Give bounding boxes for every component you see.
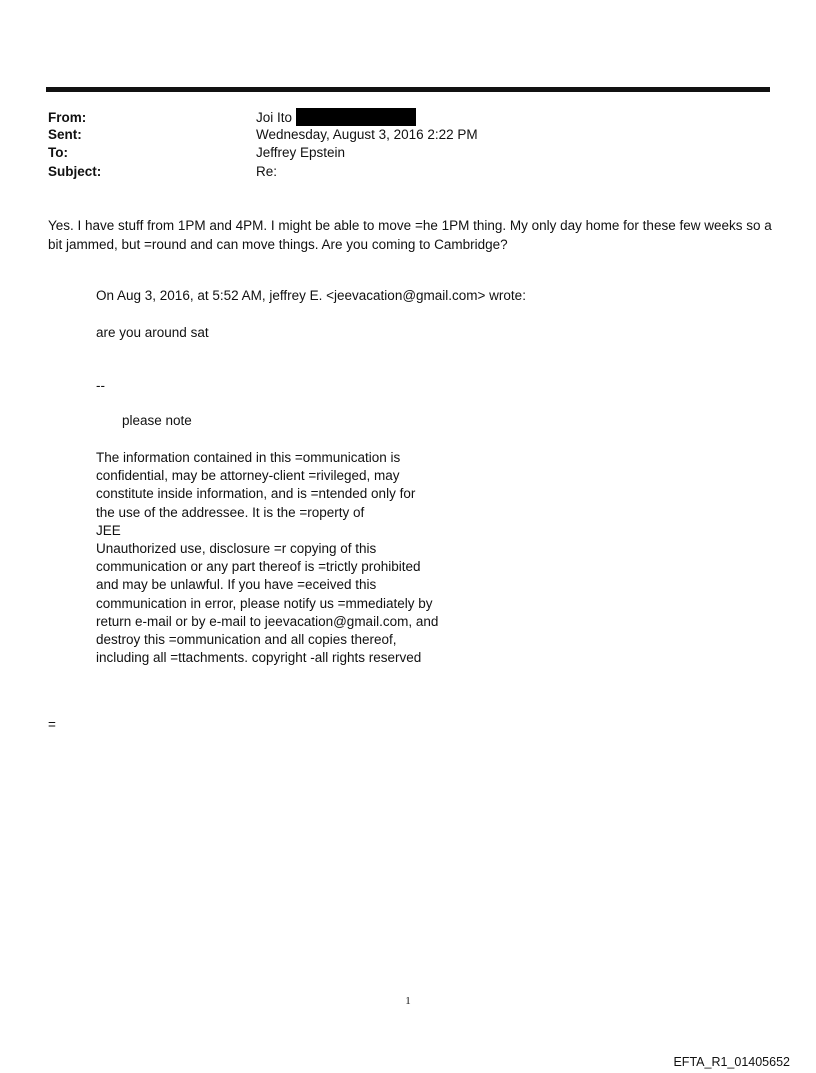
quote-intro: On Aug 3, 2016, at 5:52 AM, jeffrey E. <jeevacation@gmail.com> wrote: (96, 288, 526, 303)
subject-label: Subject: (48, 163, 102, 179)
disclaimer-line: confidential, may be attorney-client =rivileged, may (96, 468, 400, 484)
please-note: please note (122, 413, 192, 428)
disclaimer-line: and may be unlawful. If you have =eceived this (96, 577, 377, 593)
subject-value: Re: (256, 163, 278, 179)
reply-body (48, 216, 778, 254)
trailing-equals: = (48, 717, 56, 732)
signature-separator: -- (96, 378, 105, 393)
disclaimer-line: JEE (96, 522, 121, 538)
to-label: To: (48, 145, 68, 160)
page-number: 1 (405, 995, 411, 1007)
disclaimer (96, 449, 438, 667)
reply-line: bit jammed, but =round and can move things. Are you coming to Cambridge? (48, 237, 508, 252)
disclaimer-line: including all =ttachments. copyright -all rights reserved (96, 650, 422, 666)
quote-text: are you around sat (96, 325, 209, 340)
sent-label: Sent: (48, 126, 82, 142)
document-id: EFTA_R1_01405652 (673, 1055, 790, 1069)
disclaimer-line: communication or any part thereof is =trictly prohibited (96, 559, 421, 575)
to-row (48, 145, 748, 164)
to-value: Jeffrey Epstein (256, 145, 346, 160)
sent-value: Wednesday, August 3, 2016 2:22 PM (256, 126, 478, 142)
disclaimer-line: communication in error, please notify us =mmediately by (96, 595, 433, 611)
redaction-box (296, 108, 416, 126)
from-name: Joi Ito (256, 110, 293, 125)
from-label: From: (48, 110, 87, 125)
sent-row (48, 127, 748, 146)
disclaimer-line: constitute inside information, and is =ntended only for (96, 486, 416, 502)
reply-line: Yes. I have stuff from 1PM and 4PM. I might be able to move =he 1PM thing. My only day home for these few weeks so a (48, 218, 772, 233)
from-value (256, 108, 748, 126)
disclaimer-line: destroy this =ommunication and all copies thereof, (96, 632, 397, 648)
disclaimer-line: return e-mail or by e-mail to jeevacation@gmail.com, and (96, 613, 439, 629)
disclaimer-line: Unauthorized use, disclosure =r copying of this (96, 541, 377, 557)
disclaimer-line: The information contained in this =ommunication is (96, 450, 401, 465)
subject-row (48, 164, 748, 183)
from-row (48, 108, 748, 127)
top-rule (46, 87, 770, 92)
disclaimer-line: the use of the addressee. It is the =roperty of (96, 504, 365, 520)
email-header (48, 108, 748, 182)
